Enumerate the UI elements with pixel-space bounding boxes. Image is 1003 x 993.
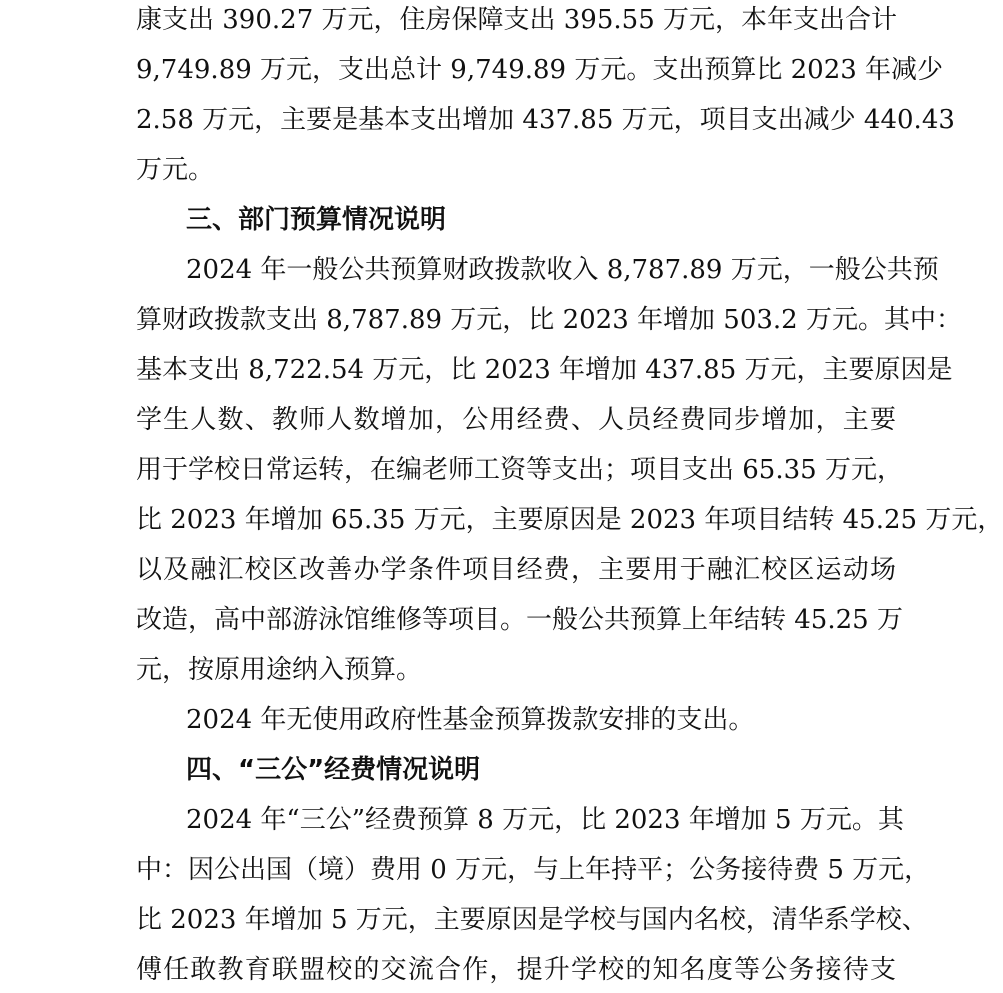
body-line-7: 算财政拨款支出 8,787.89 万元，比 2023 年增加 503.2 万元。其中： (136, 305, 962, 335)
section-heading-4: 四、“三公”经费情况说明 (186, 755, 481, 785)
body-line-17: 2024 年“三公”经费预算 8 万元，比 2023 年增加 5 万元。其 (186, 805, 904, 835)
body-line-6: 2024 年一般公共预算财政拨款收入 8,787.89 万元，一般公共预 (186, 255, 939, 285)
body-line-13: 改造，高中部游泳馆维修等项目。一般公共预算上年结转 45.25 万 (136, 605, 903, 635)
body-line-4: 万元。 (136, 155, 215, 185)
body-line-1: 康支出 390.27 万元，住房保障支出 395.55 万元，本年支出合计 (136, 5, 898, 35)
body-line-20: 傅任敢教育联盟校的交流合作，提升学校的知名度等公务接待支 (136, 955, 896, 985)
body-line-15: 2024 年无使用政府性基金预算拨款安排的支出。 (186, 705, 755, 735)
body-line-11: 比 2023 年增加 65.35 万元，主要原因是 2023 年项目结转 45.25 万元， (136, 505, 1003, 535)
body-line-3: 2.58 万元，主要是基本支出增加 437.85 万元，项目支出减少 440.43 (136, 105, 955, 135)
body-line-19: 比 2023 年增加 5 万元，主要原因是学校与国内名校，清华系学校、 (136, 905, 928, 935)
body-line-14: 元，按原用途纳入预算。 (136, 655, 423, 685)
body-line-8: 基本支出 8,722.54 万元，比 2023 年增加 437.85 万元，主要原因是 (136, 355, 953, 385)
section-heading-3: 三、部门预算情况说明 (186, 205, 447, 235)
body-line-10: 用于学校日常运转，在编老师工资等支出；项目支出 65.35 万元， (136, 455, 903, 485)
body-line-2: 9,749.89 万元，支出总计 9,749.89 万元。支出预算比 2023 年减少 (136, 55, 944, 85)
body-line-12: 以及融汇校区改善办学条件项目经费，主要用于融汇校区运动场 (136, 555, 896, 585)
body-line-9: 学生人数、教师人数增加，公用经费、人员经费同步增加，主要 (136, 405, 896, 435)
body-line-18: 中：因公出国（境）费用 0 万元，与上年持平；公务接待费 5 万元， (136, 855, 931, 885)
